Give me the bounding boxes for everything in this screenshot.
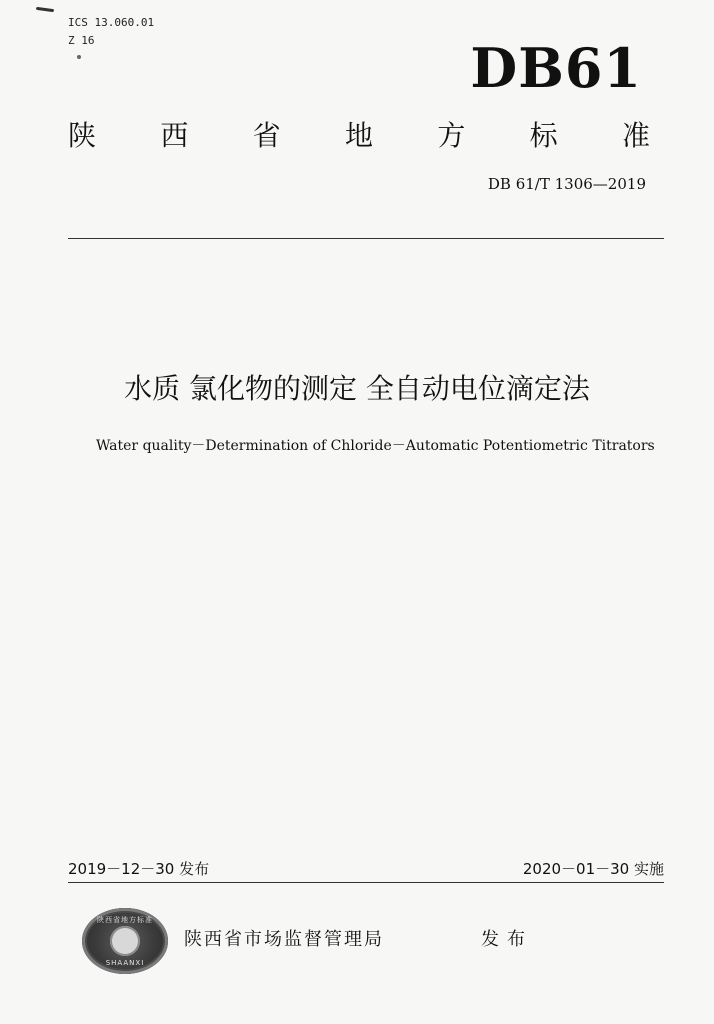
seal-text-bottom: SHAANXI bbox=[105, 959, 145, 967]
issue-label: 发布 bbox=[481, 929, 533, 950]
class-code: Z 16 bbox=[68, 34, 95, 47]
standard-type bbox=[68, 118, 650, 154]
standard-number: DB 61/T 1306—2019 bbox=[487, 175, 646, 193]
standard-type-char: 准 bbox=[621, 119, 650, 152]
scan-artifact-dot bbox=[77, 55, 81, 59]
standard-type-char: 西 bbox=[160, 119, 189, 152]
issuer-seal-icon bbox=[82, 908, 168, 974]
document-title-chinese: 水质 氯化物的测定 全自动电位滴定法 bbox=[124, 372, 590, 405]
standard-type-char: 陕 bbox=[68, 119, 97, 152]
standard-type-char: 地 bbox=[344, 119, 373, 152]
issuer-name: 陕西省市场监督管理局 bbox=[184, 929, 384, 950]
document-title-english: Water quality－Determination of Chloride－Automatic Potentiometric Titrators bbox=[96, 438, 655, 454]
seal-text-top: 陕西省地方标准 bbox=[97, 916, 153, 924]
scan-artifact bbox=[36, 7, 54, 12]
ics-code: ICS 13.060.01 bbox=[68, 16, 155, 29]
header-divider bbox=[68, 238, 664, 239]
footer-divider bbox=[68, 882, 664, 883]
effective-date: 2020－01－30 实施 bbox=[522, 860, 664, 878]
standard-type-char: 方 bbox=[437, 119, 466, 152]
release-date: 2019－12－30 发布 bbox=[68, 860, 210, 878]
standard-type-char: 标 bbox=[529, 119, 558, 152]
classification-block bbox=[68, 14, 154, 50]
seal-center-emblem bbox=[110, 926, 140, 956]
standard-logo: DB61 bbox=[470, 36, 642, 100]
standard-type-char: 省 bbox=[252, 119, 281, 152]
